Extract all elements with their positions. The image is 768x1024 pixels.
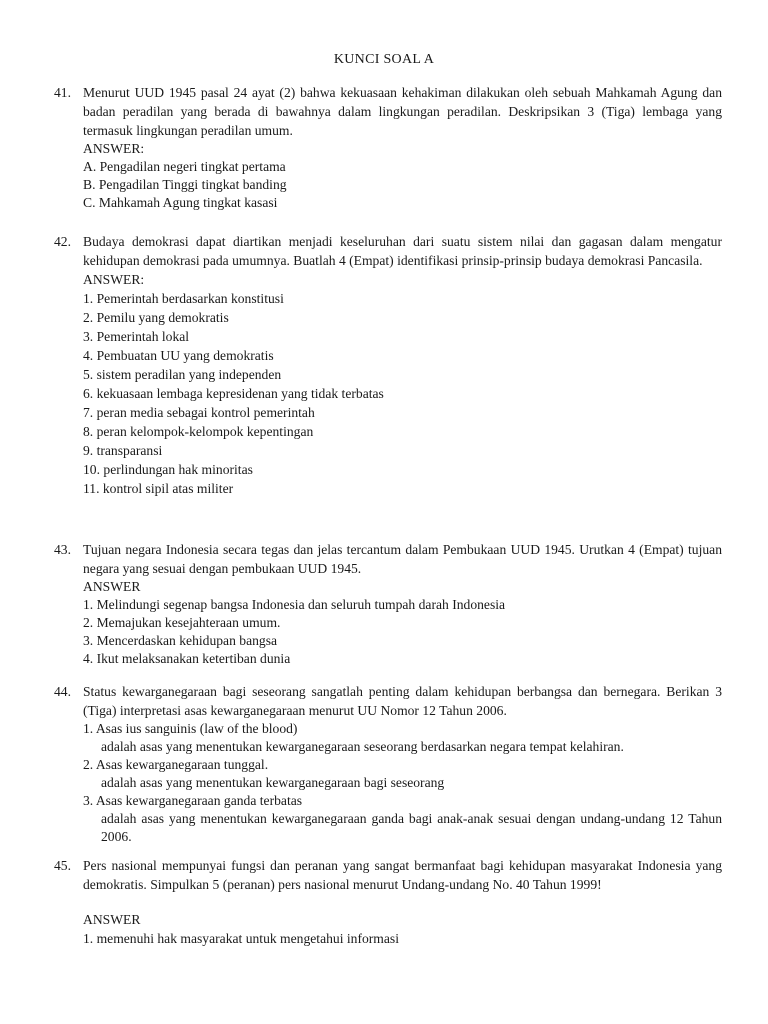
answer-label: ANSWER: [83,141,145,156]
principle-term: 1. Asas ius sanguinis (law of the blood) [83,721,298,736]
principle-term: 2. Asas kewarganegaraan tunggal. [83,757,269,772]
answer-item: 1. memenuhi hak masyarakat untuk mengetahui informasi [83,931,399,946]
principle-term: 3. Asas kewarganegaraan ganda terbatas [83,793,303,808]
answer-label: ANSWER: [83,272,145,287]
question-text: Tujuan negara Indonesia secara tegas dan jelas tercantum dalam Pembukaan UUD 1945. Urutkan 4 (Empat) tujuan negara yang sesuai dengan pembukaan UUD 1945. [83,542,722,576]
answer-item: 6. kekuasaan lembaga kepresidenan yang tidak terbatas [83,386,384,401]
question-text: Pers nasional mempunyai fungsi dan peranan yang sangat bermanfaat bagi kehidupan masyarakat Indonesia yang demokratis. Simpulkan 5 (peranan) pers nasional menurut Undang-undang No. 40 Tahun 1999! [83,858,722,892]
spacer [83,894,722,910]
answer-label: ANSWER [83,912,141,927]
question-number: 41. [54,85,71,100]
answer-item: 3. Mencerdaskan kehidupan bangsa [83,633,278,648]
answer-item: 7. peran media sebagai kontrol pemerintah [83,405,315,420]
question-number: 43. [54,542,71,557]
answer-item: 10. perlindungan hak minoritas [83,462,253,477]
answer-label: ANSWER [83,579,141,594]
principle-description: adalah asas yang menentukan kewarganegaraan seseorang berdasarkan negara tempat kelahiran. [101,739,624,754]
question-number: 44. [54,684,71,699]
answer-item: A. Pengadilan negeri tingkat pertama [83,159,286,174]
answer-item: 2. Pemilu yang demokratis [83,310,229,325]
answer-item: 1. Melindungi segenap bangsa Indonesia dan seluruh tumpah darah Indonesia [83,597,506,612]
question-text: Menurut UUD 1945 pasal 24 ayat (2) bahwa kekuasaan kehakiman dilakukan oleh sebuah Mahkamah Agung dan badan peradilan yang berada di bawahnya dalam lingkungan peradilan. Deskripsikan 3 (Tiga) lembaga yang termasuk lingkungan peradilan umum. [83,85,722,138]
question-text: Budaya demokrasi dapat diartikan menjadi keseluruhan dari suatu sistem nilai dan gagasan dalam mengatur kehidupan demokrasi pada umumnya. Buatlah 4 (Empat) identifikasi prinsip-prinsip budaya demokrasi Pancasila. [83,234,722,268]
answer-item: 4. Pembuatan UU yang demokratis [83,348,274,363]
principle-description: adalah asas yang menentukan kewarganegaraan ganda bagi anak-anak sesuai dengan undang-undang 12 Tahun 2006. [101,811,722,844]
answer-item: 9. transparansi [83,443,163,458]
answer-item: 4. Ikut melaksanakan ketertiban dunia [83,651,291,666]
question-number: 45. [54,858,71,873]
question-45 [54,856,722,948]
question-number: 42. [54,234,71,249]
answer-item: 5. sistem peradilan yang independen [83,367,282,382]
answer-item: B. Pengadilan Tinggi tingkat banding [83,177,287,192]
answer-item: C. Mahkamah Agung tingkat kasasi [83,195,278,210]
answer-item: 8. peran kelompok-kelompok kepentingan [83,424,314,439]
answer-item: 2. Memajukan kesejahteraan umum. [83,615,281,630]
question-41 [54,83,722,212]
question-44 [54,682,722,846]
question-43 [54,540,722,668]
page-title: KUNCI SOAL A [333,52,435,67]
answer-item: 3. Pemerintah lokal [83,329,190,344]
answer-item: 11. kontrol sipil atas militer [83,481,234,496]
question-42 [54,232,722,498]
question-text: Status kewarganegaraan bagi seseorang sangatlah penting dalam kehidupan berbangsa dan bernegara. Berikan 3 (Tiga) interpretasi asas kewarganegaraan menurut UU Nomor 12 Tahun 2006. [83,684,722,718]
answer-item: 1. Pemerintah berdasarkan konstitusi [83,291,284,306]
principle-description: adalah asas yang menentukan kewarganegaraan bagi seseorang [101,775,445,790]
